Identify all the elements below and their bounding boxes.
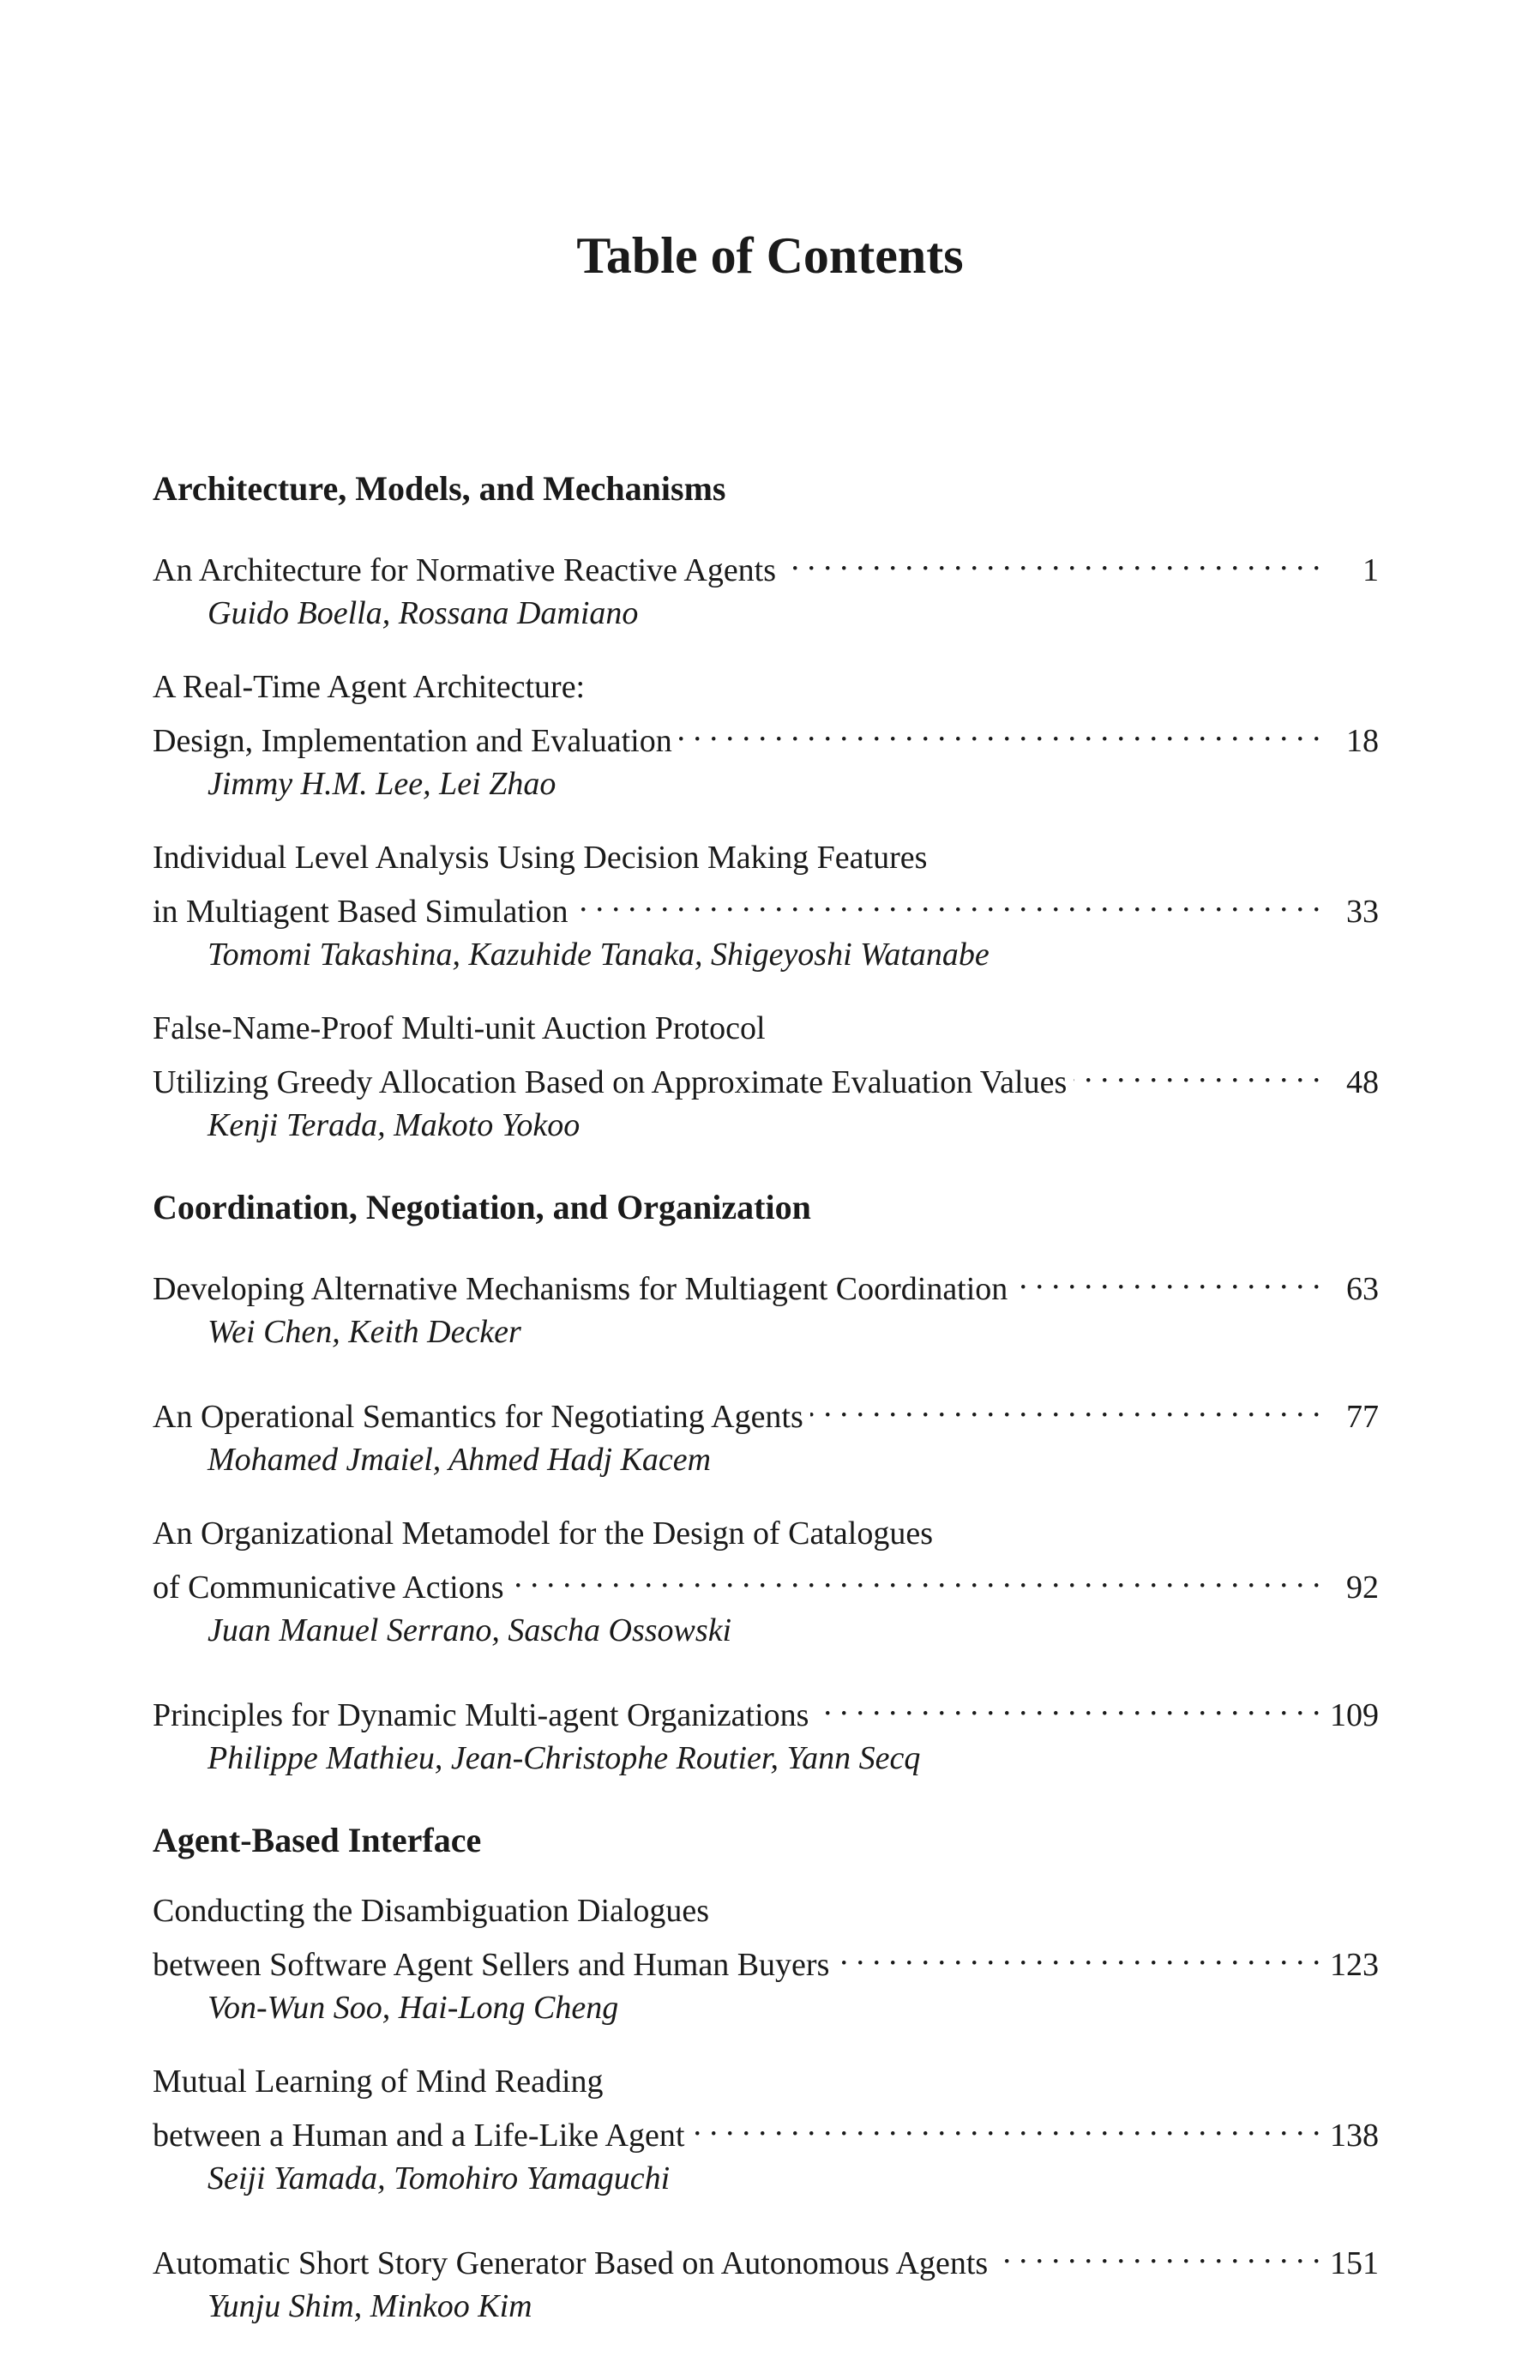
entry-title-line	[153, 1256, 1379, 1311]
dot-leader	[810, 1384, 1320, 1427]
table-of-contents	[153, 459, 1379, 2359]
page-number: 1	[1363, 552, 1379, 588]
entry-title-line	[153, 538, 1379, 592]
toc-entry	[153, 1512, 1379, 1652]
dot-leader	[1014, 1256, 1320, 1299]
toc-entry	[153, 538, 1379, 635]
entry-title: Design, Implementation and Evaluation	[153, 723, 672, 759]
entry-title: An Operational Semantics for Negotiating Agents	[153, 1399, 803, 1435]
entry-authors: Seiji Yamada, Tomohiro Yamaguchi	[208, 2160, 671, 2196]
section-heading: Agent-Based Interface	[153, 1821, 482, 1859]
entry-authors: Philippe Mathieu, Jean-Christophe Routier, Yann Secq	[208, 1740, 921, 1776]
entry-title-lead: Mutual Learning of Mind Reading	[153, 2064, 604, 2100]
entry-title-lead: Conducting the Disambiguation Dialogues	[153, 1893, 710, 1929]
page-number: 33	[1346, 894, 1379, 930]
page-number: 18	[1346, 723, 1379, 759]
entry-title-line	[153, 2231, 1379, 2285]
toc-entry	[153, 666, 1379, 805]
toc-entry	[153, 1256, 1379, 1353]
entry-title: An Architecture for Normative Reactive Agents	[153, 552, 777, 588]
toc-entry	[153, 1889, 1379, 2029]
dot-leader	[815, 1683, 1320, 1726]
toc-section	[153, 1178, 1379, 1780]
entry-authors: Von-Wun Soo, Hai-Long Cheng	[208, 1990, 619, 2026]
page-title: Table of Contents	[576, 227, 964, 284]
entry-title: of Communicative Actions	[153, 1570, 504, 1606]
entry-authors: Tomomi Takashina, Kazuhide Tanaka, Shigeyoshi Watanabe	[208, 937, 990, 973]
entry-title-lead: A Real-Time Agent Architecture:	[153, 669, 586, 705]
entry-title-line	[153, 708, 1379, 762]
entry-title-line	[153, 1555, 1379, 1609]
entry-title-line	[153, 1384, 1379, 1438]
page-number: 109	[1330, 1697, 1379, 1733]
dot-leader	[574, 879, 1320, 922]
entry-authors: Yunju Shim, Minkoo Kim	[208, 2288, 532, 2324]
entry-title: Automatic Short Story Generator Based on Autonomous Agents	[153, 2245, 989, 2281]
entry-authors: Kenji Terada, Makoto Yokoo	[208, 1107, 581, 1143]
toc-entry	[153, 836, 1379, 976]
section-heading: Architecture, Models, and Mechanisms	[153, 469, 726, 508]
entry-title-line	[153, 2103, 1379, 2157]
toc-section	[153, 459, 1379, 1147]
toc-entry	[153, 1683, 1379, 1780]
toc-section	[153, 1811, 1379, 2328]
section-heading: Coordination, Negotiation, and Organization	[153, 1188, 811, 1226]
dot-leader	[995, 2231, 1320, 2274]
entry-title-lead: False-Name-Proof Multi-unit Auction Protocol	[153, 1010, 766, 1046]
page-number: 77	[1346, 1399, 1379, 1435]
entry-title: Developing Alternative Mechanisms for Multiagent Coordination	[153, 1271, 1008, 1307]
page-number: 92	[1346, 1570, 1379, 1606]
entry-authors: Guido Boella, Rossana Damiano	[208, 595, 639, 631]
dot-leader	[783, 538, 1320, 581]
dot-leader	[691, 2103, 1320, 2146]
dot-leader	[679, 708, 1320, 751]
entry-title: in Multiagent Based Simulation	[153, 894, 568, 930]
toc-entry	[153, 1384, 1379, 1481]
entry-title: between a Human and a Life-Like Agent	[153, 2118, 685, 2154]
toc-entry	[153, 2231, 1379, 2328]
entry-title: Principles for Dynamic Multi-agent Organizations	[153, 1697, 809, 1733]
page-number: 138	[1330, 2118, 1379, 2154]
entry-title: between Software Agent Sellers and Human Buyers	[153, 1947, 830, 1983]
entry-title-line	[153, 879, 1379, 933]
entry-title-lead: Individual Level Analysis Using Decision Making Features	[153, 840, 928, 876]
entry-authors: Jimmy H.M. Lee, Lei Zhao	[208, 766, 556, 802]
entry-title-line	[153, 1683, 1379, 1737]
entry-title: Utilizing Greedy Allocation Based on Approximate Evaluation Values	[153, 1064, 1068, 1100]
entry-title-line	[153, 1932, 1379, 1986]
page-number: 48	[1346, 1064, 1379, 1100]
entry-authors: Wei Chen, Keith Decker	[208, 1314, 521, 1350]
page-number: 123	[1330, 1947, 1379, 1983]
entry-title-lead: An Organizational Metamodel for the Design of Catalogues	[153, 1515, 933, 1552]
dot-leader	[1074, 1050, 1320, 1093]
dot-leader	[511, 1555, 1320, 1598]
toc-entry	[153, 1007, 1379, 1147]
entry-authors: Juan Manuel Serrano, Sascha Ossowski	[208, 1612, 732, 1648]
toc-entry	[153, 2060, 1379, 2200]
entry-title-line	[153, 1050, 1379, 1104]
page-number: 151	[1330, 2245, 1379, 2281]
entry-authors: Mohamed Jmaiel, Ahmed Hadj Kacem	[208, 1442, 712, 1478]
page-number: 63	[1346, 1271, 1379, 1307]
dot-leader	[836, 1932, 1320, 1975]
